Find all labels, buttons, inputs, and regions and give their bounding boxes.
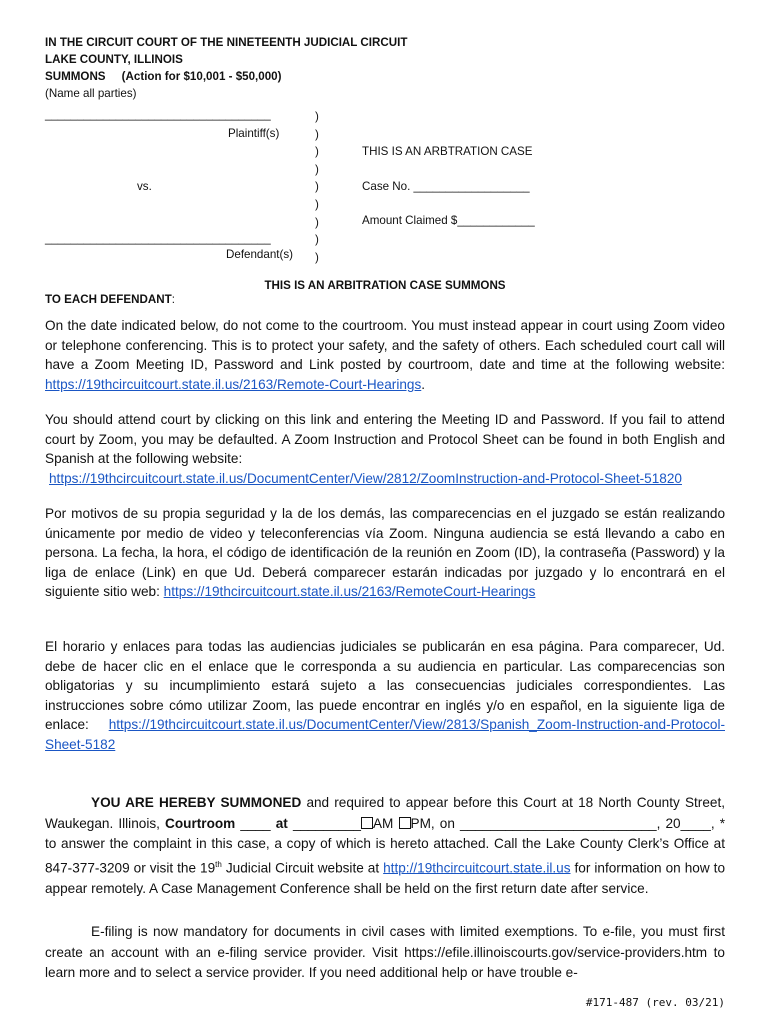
case-number-field: Case No. __________________ <box>362 180 530 193</box>
paren: ) <box>315 110 319 123</box>
paren: ) <box>315 233 319 247</box>
at-label: at <box>275 815 288 831</box>
p2-text: You should attend court by clicking on this link and entering the Meeting ID and Password. If you fail to attend court by Zoom, you may be defaulted. A Zoom Instruction and Protocol Sheet can be found in both English and Spanish at the following website: <box>45 412 725 467</box>
am-label: AM <box>372 815 399 831</box>
paren: ) <box>315 162 319 176</box>
ordinal-suffix: th <box>215 859 222 869</box>
p1-end: . <box>421 376 426 392</box>
paragraph-zoom-notice <box>45 316 725 394</box>
pm-label: PM, on <box>410 815 461 831</box>
case-caption <box>45 108 585 268</box>
p5-text-4: for information on how to appear remotely. A Case Management Conference shall be held on the first return date after service. <box>45 860 726 896</box>
courtroom-label: Courtroom <box>165 815 236 831</box>
paren: ) <box>315 145 319 159</box>
to-each-label: TO EACH DEFENDANT <box>45 293 172 306</box>
paren: ) <box>315 215 319 229</box>
pm-checkbox[interactable] <box>399 817 411 829</box>
p3-text: Por motivos de su propia seguridad y la de los demás, las comparecencias en el juzgado se están realizando únicamente por medio de video y teleconferencias vía Zoom. Ninguna audiencia se está llevando a cabo en persona. La fecha, la hora, el código de identificación de la reunión en Zoom (ID), la contraseña (Password) y la liga de enlace (Link) en que Ud. Deberá comparecer estarán indicadas por juzgado y lo encontrará en el siguiente sitio web: <box>45 506 725 600</box>
plaintiff-label: Plaintiff(s) <box>228 127 280 140</box>
p4-text: El horario y enlaces para todas las audiencias judiciales se publicarán en esa página. Para comparecer, Ud. debe de hacer clic en el enlace que le corresponda a su audiencia en particular. Las comparecencias son obligatorias y su incumplimiento estará sujeto a las consecuencias judiciales correspondientes. Las instrucciones sobre cómo utilizar Zoom, las puede encontrar en inglés y/o en español, en la siguiente liga de enlace: <box>45 639 725 733</box>
paren: ) <box>315 197 319 211</box>
summons-action: (Action for $10,001 - $50,000) <box>121 70 282 83</box>
paragraph-attend-zoom <box>45 410 725 488</box>
summons-label: SUMMONS <box>45 70 106 83</box>
plaintiff-blank: ___________________________________ <box>45 108 271 121</box>
courtroom-blank: ____ <box>235 815 276 831</box>
paragraph-summoned <box>45 793 725 900</box>
vs-label: vs. <box>137 180 152 193</box>
p6-text: E-filing is now mandatory for documents in civil cases with limited exemptions. To e-file, you must first create an account with an e-filing service provider. Visit https://efile.illinoiscourts.gov/service-providers.htm to learn more and to select a service provider. If you need additional help or have trouble e- <box>45 924 725 981</box>
paren: ) <box>315 180 319 194</box>
form-number: #171-487 (rev. 03/21) <box>585 996 725 1009</box>
caption-parens <box>315 108 319 266</box>
summons-title: THIS IS AN ARBITRATION CASE SUMMONS <box>264 279 506 292</box>
p1-text: On the date indicated below, do not come to the courtroom. You must instead appear in court using Zoom video or telephone conferencing. This is to protect your safety, and the safety of others. Each scheduled court call will have a Zoom Meeting ID, Password and Link posted by courtroom, date and time at the following website: <box>45 318 725 373</box>
zoom-protocol-spanish-link[interactable]: https://19thcircuitcourt.state.il.us/DocumentCenter/View/2813/Spanish_Zoom-Instruction-and-Protocol-Sheet-5182 <box>45 717 725 752</box>
court-name: IN THE CIRCUIT COURT OF THE NINETEENTH JUDICIAL CIRCUIT <box>45 36 408 49</box>
name-parties-note: (Name all parties) <box>45 87 137 100</box>
zoom-protocol-english-link[interactable]: https://19thcircuitcourt.state.il.us/DocumentCenter/View/2812/ZoomInstruction-and-Protocol-Sheet-51820 <box>49 470 682 486</box>
remote-hearings-spanish-link[interactable]: https://19thcircuitcourt.state.il.us/2163/RemoteCourt-Hearings <box>163 584 536 600</box>
paragraph-efiling <box>45 922 725 984</box>
circuit-website-link[interactable]: http://19thcircuitcourt.state.il.us <box>383 860 571 876</box>
defendant-blank: ___________________________________ <box>45 232 271 245</box>
paren: ) <box>315 250 319 264</box>
court-header <box>45 34 407 102</box>
p5-text-1: and required to appear before this Court at 18 North County Street, Waukegan. Illinois, <box>45 795 725 831</box>
remote-hearings-link[interactable]: https://19thcircuitcourt.state.il.us/2163/Remote-Court-Hearings <box>45 376 422 392</box>
am-checkbox[interactable] <box>361 817 373 829</box>
time-blank: _________ <box>287 815 361 831</box>
paragraph-spanish-schedule <box>45 637 725 755</box>
paragraph-spanish-notice <box>45 504 725 602</box>
county-name: LAKE COUNTY, ILLINOIS <box>45 53 183 66</box>
p5-text-2: 20____, * to answer the complaint in this case, a copy of which is hereto attached. Call the Lake County Clerk’s Office at 847-377-3209 or visit the 19 <box>45 815 726 876</box>
summons-line <box>45 68 407 85</box>
amount-claimed-field: Amount Claimed $____________ <box>362 214 535 227</box>
paren: ) <box>315 127 319 141</box>
p5-text-3: Judicial Circuit website at <box>221 860 384 876</box>
summoned-lead: YOU ARE HEREBY SUMMONED <box>91 795 302 810</box>
arbitration-notice: THIS IS AN ARBTRATION CASE <box>362 145 533 158</box>
defendant-label: Defendant(s) <box>226 248 294 261</box>
date-blank: __________________________, <box>460 815 661 831</box>
to-each-defendant: TO EACH DEFENDANT: <box>45 293 175 306</box>
